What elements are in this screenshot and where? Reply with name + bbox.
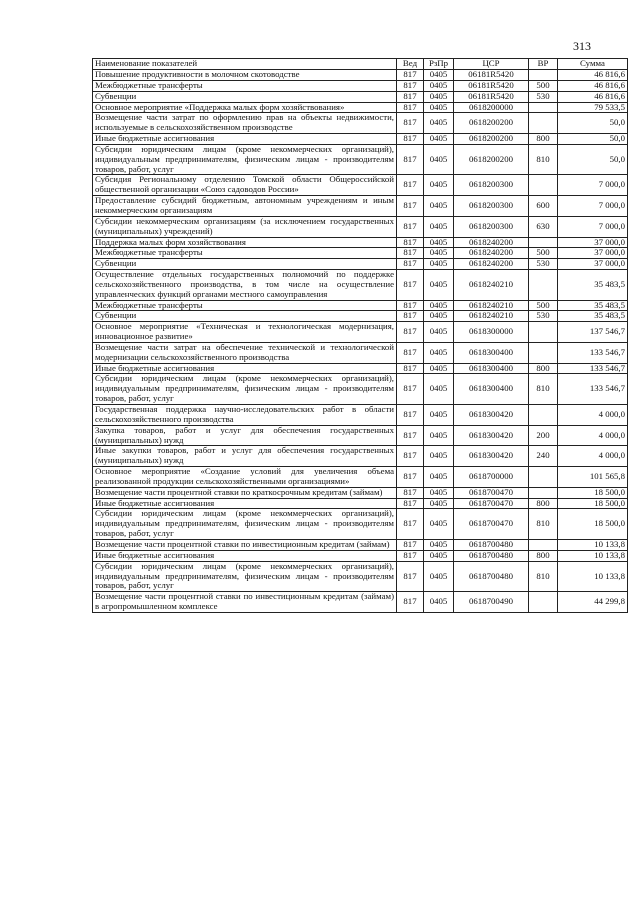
cell-ved: 817 <box>397 300 424 311</box>
cell-rzpr: 0405 <box>424 425 454 446</box>
cell-csr: 0618300400 <box>454 342 529 363</box>
cell-sum: 7 000,0 <box>558 216 628 237</box>
cell-vr <box>529 467 558 488</box>
cell-sum: 18 500,0 <box>558 498 628 509</box>
cell-rzpr: 0405 <box>424 487 454 498</box>
cell-csr: 0618200300 <box>454 216 529 237</box>
cell-vr: 530 <box>529 91 558 102</box>
cell-name: Субвенции <box>93 259 397 270</box>
cell-sum: 7 000,0 <box>558 175 628 196</box>
cell-vr <box>529 270 558 301</box>
cell-name: Межбюджетные трансферты <box>93 80 397 91</box>
cell-rzpr: 0405 <box>424 237 454 248</box>
cell-csr: 0618700470 <box>454 509 529 540</box>
cell-vr <box>529 539 558 550</box>
header-sum: Сумма <box>558 59 628 70</box>
cell-sum: 7 000,0 <box>558 196 628 217</box>
cell-ved: 817 <box>397 342 424 363</box>
table-row <box>93 561 628 592</box>
cell-rzpr: 0405 <box>424 175 454 196</box>
cell-rzpr: 0405 <box>424 539 454 550</box>
cell-csr: 0618240200 <box>454 248 529 259</box>
cell-name: Возмещение части затрат на обеспечение технической и технологической модернизации сельскохозяйственного производства <box>93 342 397 363</box>
cell-csr: 0618240200 <box>454 237 529 248</box>
cell-sum: 37 000,0 <box>558 248 628 259</box>
cell-ved: 817 <box>397 498 424 509</box>
cell-vr: 810 <box>529 144 558 175</box>
cell-rzpr: 0405 <box>424 363 454 374</box>
cell-csr: 0618240210 <box>454 300 529 311</box>
cell-sum: 46 816,6 <box>558 70 628 81</box>
cell-ved: 817 <box>397 248 424 259</box>
cell-name: Возмещение части процентной ставки по краткосрочным кредитам (займам) <box>93 487 397 498</box>
cell-csr: 0618700000 <box>454 467 529 488</box>
table-row <box>93 300 628 311</box>
cell-vr: 800 <box>529 550 558 561</box>
page-number: 313 <box>573 39 591 53</box>
cell-vr <box>529 487 558 498</box>
cell-csr: 0618200200 <box>454 144 529 175</box>
cell-sum: 10 133,8 <box>558 539 628 550</box>
table-row <box>93 446 628 467</box>
table-row <box>93 134 628 145</box>
table-row <box>93 102 628 113</box>
cell-name: Осуществление отдельных государственных полномочий по поддержке сельскохозяйственного производства, в том числе на осуществление управленческих функций органами местного самоуправления <box>93 270 397 301</box>
cell-csr: 06181R5420 <box>454 80 529 91</box>
budget-table <box>92 58 628 613</box>
cell-name: Государственная поддержка научно-исследовательских работ в области сельскохозяйственного производства <box>93 405 397 426</box>
table-row <box>93 70 628 81</box>
cell-rzpr: 0405 <box>424 196 454 217</box>
cell-ved: 817 <box>397 196 424 217</box>
table-row <box>93 487 628 498</box>
cell-name: Повышение продуктивности в молочном скотоводстве <box>93 70 397 81</box>
cell-ved: 817 <box>397 144 424 175</box>
table-row <box>93 113 628 134</box>
cell-sum: 44 299,8 <box>558 592 628 613</box>
cell-rzpr: 0405 <box>424 509 454 540</box>
cell-sum: 37 000,0 <box>558 259 628 270</box>
cell-vr <box>529 175 558 196</box>
cell-ved: 817 <box>397 592 424 613</box>
cell-name: Основное мероприятие «Техническая и технологическая модернизация, инновационное развитие» <box>93 322 397 343</box>
cell-csr: 0618300400 <box>454 363 529 374</box>
cell-vr: 530 <box>529 259 558 270</box>
cell-name: Межбюджетные трансферты <box>93 248 397 259</box>
cell-csr: 0618240210 <box>454 270 529 301</box>
cell-name: Субвенции <box>93 91 397 102</box>
cell-vr <box>529 322 558 343</box>
cell-vr <box>529 592 558 613</box>
cell-sum: 50,0 <box>558 144 628 175</box>
cell-ved: 817 <box>397 509 424 540</box>
cell-ved: 817 <box>397 446 424 467</box>
cell-name: Субвенции <box>93 311 397 322</box>
cell-sum: 10 133,8 <box>558 561 628 592</box>
cell-sum: 133 546,7 <box>558 342 628 363</box>
cell-sum: 18 500,0 <box>558 487 628 498</box>
cell-ved: 817 <box>397 91 424 102</box>
cell-sum: 50,0 <box>558 113 628 134</box>
cell-name: Основное мероприятие «Создание условий для увеличения объема реализованной продукции сельскохозяйственными организациями» <box>93 467 397 488</box>
cell-ved: 817 <box>397 363 424 374</box>
cell-ved: 817 <box>397 270 424 301</box>
header-rzpr: РзПр <box>424 59 454 70</box>
cell-ved: 817 <box>397 311 424 322</box>
cell-rzpr: 0405 <box>424 467 454 488</box>
cell-vr: 800 <box>529 498 558 509</box>
cell-csr: 0618300420 <box>454 405 529 426</box>
cell-csr: 0618300000 <box>454 322 529 343</box>
cell-rzpr: 0405 <box>424 91 454 102</box>
cell-vr: 600 <box>529 196 558 217</box>
table-row <box>93 374 628 405</box>
cell-sum: 4 000,0 <box>558 425 628 446</box>
cell-ved: 817 <box>397 175 424 196</box>
table-row <box>93 509 628 540</box>
table-row <box>93 322 628 343</box>
cell-sum: 137 546,7 <box>558 322 628 343</box>
cell-sum: 18 500,0 <box>558 509 628 540</box>
cell-vr <box>529 102 558 113</box>
cell-ved: 817 <box>397 487 424 498</box>
cell-rzpr: 0405 <box>424 374 454 405</box>
table-row <box>93 248 628 259</box>
cell-vr: 500 <box>529 80 558 91</box>
cell-ved: 817 <box>397 216 424 237</box>
table-row <box>93 91 628 102</box>
cell-name: Основное мероприятие «Поддержка малых форм хозяйствования» <box>93 102 397 113</box>
cell-sum: 35 483,5 <box>558 300 628 311</box>
cell-vr: 810 <box>529 561 558 592</box>
cell-name: Поддержка малых форм хозяйствования <box>93 237 397 248</box>
cell-sum: 4 000,0 <box>558 405 628 426</box>
cell-csr: 0618240200 <box>454 259 529 270</box>
cell-ved: 817 <box>397 405 424 426</box>
cell-csr: 0618700470 <box>454 487 529 498</box>
cell-rzpr: 0405 <box>424 300 454 311</box>
cell-sum: 35 483,5 <box>558 311 628 322</box>
cell-csr: 06181R5420 <box>454 70 529 81</box>
cell-ved: 817 <box>397 70 424 81</box>
table-row <box>93 363 628 374</box>
cell-csr: 0618200300 <box>454 175 529 196</box>
cell-sum: 10 133,8 <box>558 550 628 561</box>
cell-name: Возмещение части затрат по оформлению прав на объекты недвижимости, используемые в сельскохозяйственном производстве <box>93 113 397 134</box>
cell-csr: 0618200200 <box>454 113 529 134</box>
table-row <box>93 311 628 322</box>
cell-sum: 101 565,8 <box>558 467 628 488</box>
cell-csr: 0618700470 <box>454 498 529 509</box>
cell-name: Межбюджетные трансферты <box>93 300 397 311</box>
cell-rzpr: 0405 <box>424 70 454 81</box>
table-row <box>93 467 628 488</box>
cell-vr: 500 <box>529 300 558 311</box>
cell-rzpr: 0405 <box>424 80 454 91</box>
cell-ved: 817 <box>397 80 424 91</box>
cell-vr: 530 <box>529 311 558 322</box>
cell-rzpr: 0405 <box>424 446 454 467</box>
cell-csr: 0618200200 <box>454 134 529 145</box>
cell-ved: 817 <box>397 561 424 592</box>
table-row <box>93 196 628 217</box>
cell-sum: 35 483,5 <box>558 270 628 301</box>
cell-rzpr: 0405 <box>424 134 454 145</box>
table-header-row <box>93 59 628 70</box>
cell-rzpr: 0405 <box>424 216 454 237</box>
table-row <box>93 259 628 270</box>
table-row <box>93 144 628 175</box>
cell-name: Иные бюджетные ассигнования <box>93 498 397 509</box>
cell-name: Закупка товаров, работ и услуг для обеспечения государственных (муниципальных) нужд <box>93 425 397 446</box>
cell-name: Субсидии юридическим лицам (кроме некоммерческих организаций), индивидуальным предпринимателям, физическим лицам - производителям товаров, работ, услуг <box>93 561 397 592</box>
cell-rzpr: 0405 <box>424 561 454 592</box>
cell-sum: 133 546,7 <box>558 374 628 405</box>
cell-ved: 817 <box>397 259 424 270</box>
cell-sum: 46 816,6 <box>558 80 628 91</box>
header-vr: ВР <box>529 59 558 70</box>
cell-ved: 817 <box>397 113 424 134</box>
cell-csr: 0618700480 <box>454 550 529 561</box>
cell-sum: 4 000,0 <box>558 446 628 467</box>
table-row <box>93 175 628 196</box>
cell-vr: 240 <box>529 446 558 467</box>
cell-ved: 817 <box>397 374 424 405</box>
cell-csr: 0618200000 <box>454 102 529 113</box>
cell-vr <box>529 342 558 363</box>
cell-csr: 0618240210 <box>454 311 529 322</box>
cell-vr <box>529 405 558 426</box>
cell-name: Субсидии юридическим лицам (кроме некоммерческих организаций), индивидуальным предпринимателям, физическим лицам - производителям товаров, работ, услуг <box>93 374 397 405</box>
cell-sum: 50,0 <box>558 134 628 145</box>
table-row <box>93 539 628 550</box>
cell-csr: 06181R5420 <box>454 91 529 102</box>
table-row <box>93 405 628 426</box>
cell-ved: 817 <box>397 237 424 248</box>
header-name: Наименование показателей <box>93 59 397 70</box>
table-row <box>93 237 628 248</box>
cell-vr: 810 <box>529 374 558 405</box>
cell-ved: 817 <box>397 539 424 550</box>
cell-name: Иные бюджетные ассигнования <box>93 363 397 374</box>
cell-vr <box>529 237 558 248</box>
cell-vr: 500 <box>529 248 558 259</box>
cell-sum: 46 816,6 <box>558 91 628 102</box>
cell-vr: 800 <box>529 363 558 374</box>
cell-csr: 0618200300 <box>454 196 529 217</box>
cell-ved: 817 <box>397 322 424 343</box>
cell-sum: 79 533,5 <box>558 102 628 113</box>
table-row <box>93 80 628 91</box>
cell-sum: 133 546,7 <box>558 363 628 374</box>
cell-rzpr: 0405 <box>424 144 454 175</box>
cell-csr: 0618300400 <box>454 374 529 405</box>
cell-csr: 0618700480 <box>454 561 529 592</box>
table-row <box>93 342 628 363</box>
cell-csr: 0618700480 <box>454 539 529 550</box>
cell-ved: 817 <box>397 134 424 145</box>
cell-csr: 0618300420 <box>454 446 529 467</box>
table-row <box>93 216 628 237</box>
cell-vr <box>529 113 558 134</box>
cell-ved: 817 <box>397 467 424 488</box>
cell-name: Субсидии некоммерческим организациям (за исключением государственных (муниципальных) учреждений) <box>93 216 397 237</box>
cell-ved: 817 <box>397 425 424 446</box>
table-row <box>93 592 628 613</box>
cell-name: Иные бюджетные ассигнования <box>93 550 397 561</box>
header-ved: Вед <box>397 59 424 70</box>
cell-rzpr: 0405 <box>424 405 454 426</box>
cell-rzpr: 0405 <box>424 311 454 322</box>
cell-vr: 810 <box>529 509 558 540</box>
cell-name: Субсидия Региональному отделению Томской области Общероссийской общественной организации «Союз садоводов России» <box>93 175 397 196</box>
table-row <box>93 425 628 446</box>
cell-name: Возмещение части процентной ставки по инвестиционным кредитам (займам) в агропромышленном комплексе <box>93 592 397 613</box>
cell-vr <box>529 70 558 81</box>
table-row <box>93 550 628 561</box>
cell-rzpr: 0405 <box>424 102 454 113</box>
cell-sum: 37 000,0 <box>558 237 628 248</box>
cell-csr: 0618700490 <box>454 592 529 613</box>
header-csr: ЦСР <box>454 59 529 70</box>
cell-vr: 630 <box>529 216 558 237</box>
cell-ved: 817 <box>397 102 424 113</box>
cell-rzpr: 0405 <box>424 248 454 259</box>
cell-rzpr: 0405 <box>424 322 454 343</box>
cell-name: Предоставление субсидий бюджетным, автономным учреждениям и иным некоммерческим организациям <box>93 196 397 217</box>
cell-rzpr: 0405 <box>424 342 454 363</box>
cell-rzpr: 0405 <box>424 592 454 613</box>
cell-rzpr: 0405 <box>424 270 454 301</box>
cell-name: Возмещение части процентной ставки по инвестиционным кредитам (займам) <box>93 539 397 550</box>
cell-rzpr: 0405 <box>424 550 454 561</box>
cell-name: Иные бюджетные ассигнования <box>93 134 397 145</box>
table-row <box>93 270 628 301</box>
cell-rzpr: 0405 <box>424 498 454 509</box>
cell-rzpr: 0405 <box>424 259 454 270</box>
cell-csr: 0618300420 <box>454 425 529 446</box>
cell-name: Субсидии юридическим лицам (кроме некоммерческих организаций), индивидуальным предпринимателям, физическим лицам - производителям товаров, работ, услуг <box>93 144 397 175</box>
cell-ved: 817 <box>397 550 424 561</box>
cell-vr: 800 <box>529 134 558 145</box>
cell-name: Субсидии юридическим лицам (кроме некоммерческих организаций), индивидуальным предпринимателям, физическим лицам - производителям товаров, работ, услуг <box>93 509 397 540</box>
cell-vr: 200 <box>529 425 558 446</box>
cell-rzpr: 0405 <box>424 113 454 134</box>
cell-name: Иные закупки товаров, работ и услуг для обеспечения государственных (муниципальных) нужд <box>93 446 397 467</box>
table-row <box>93 498 628 509</box>
